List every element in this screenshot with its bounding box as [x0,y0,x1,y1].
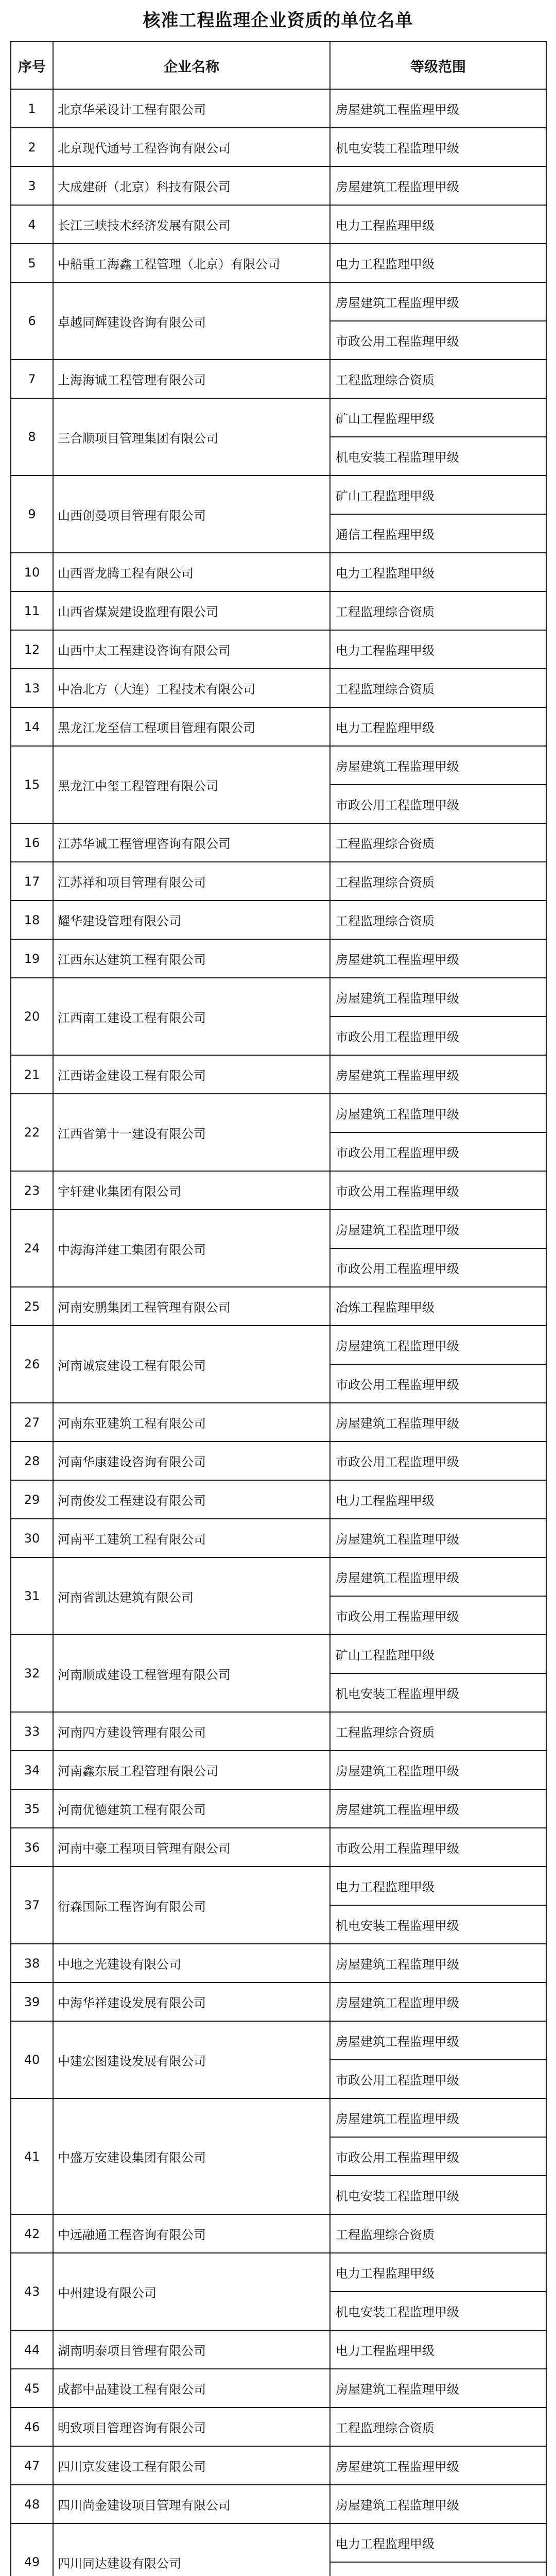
qualification-scope: 电力工程监理甲级 [330,2523,546,2562]
company-name: 中海海洋建工集团有限公司 [53,1210,330,1287]
qualification-scope: 房屋建筑工程监理甲级 [330,1982,546,2021]
row-number: 3 [11,166,53,205]
qualification-scope: 工程监理综合资质 [330,2408,546,2446]
table-row [11,398,546,437]
qualification-scope: 房屋建筑工程监理甲级 [330,978,546,1016]
qualification-scope: 通信工程监理甲级 [330,514,546,553]
company-name: 江西南工建设工程有限公司 [53,978,330,1055]
company-name: 山西中太工程建设咨询有限公司 [53,630,330,669]
qualification-scope: 房屋建筑工程监理甲级 [330,282,546,321]
row-number: 18 [11,901,53,939]
table-header-row [11,42,546,89]
table-row [11,2098,546,2137]
header-scope: 等级范围 [330,42,546,89]
qualification-scope: 市政公用工程监理甲级 [330,1016,546,1055]
row-number: 10 [11,553,53,591]
company-name: 江苏华诚工程管理咨询有限公司 [53,823,330,862]
row-number: 41 [11,2098,53,2214]
qualification-scope: 市政公用工程监理甲级 [330,2137,546,2176]
company-name: 河南俊发工程建设有限公司 [53,1480,330,1519]
row-number: 8 [11,398,53,476]
company-name: 四川京发建设工程有限公司 [53,2446,330,2485]
company-name: 上海海诚工程管理有限公司 [53,360,330,398]
row-number: 24 [11,1210,53,1287]
company-name: 中建宏图建设发展有限公司 [53,2021,330,2098]
table-row [11,1210,546,1248]
qualification-scope: 房屋建筑工程监理甲级 [330,166,546,205]
row-number: 16 [11,823,53,862]
table-row [11,2408,546,2446]
company-name: 北京现代通号工程咨询有限公司 [53,128,330,166]
row-number: 34 [11,1751,53,1789]
table-row [11,128,546,166]
qualification-scope: 房屋建筑工程监理甲级 [330,2369,546,2408]
qualification-scope: 电力工程监理甲级 [330,2330,546,2369]
company-name: 山西创曼项目管理有限公司 [53,476,330,553]
company-name: 河南东亚建筑工程有限公司 [53,1403,330,1442]
table-row [11,166,546,205]
company-name: 明致项目管理咨询有限公司 [53,2408,330,2446]
table-row [11,939,546,978]
company-name: 山西晋龙腾工程有限公司 [53,553,330,591]
table-row [11,591,546,630]
qualification-scope: 房屋建筑工程监理甲级 [330,1944,546,1982]
table-row [11,2330,546,2369]
table-row [11,862,546,901]
qualification-scope: 房屋建筑工程监理甲级 [330,1557,546,1596]
company-name: 黑龙江龙至信工程项目管理有限公司 [53,707,330,746]
qualification-scope: 电力工程监理甲级 [330,1867,546,1905]
company-name: 卓越同辉建设咨询有限公司 [53,282,330,360]
qualification-scope: 房屋建筑工程监理甲级 [330,1789,546,1828]
table-row [11,2253,546,2292]
qualification-scope: 工程监理综合资质 [330,901,546,939]
table-row [11,1519,546,1557]
table-row [11,630,546,669]
qualification-scope: 市政公用工程监理甲级 [330,1442,546,1480]
row-number: 13 [11,669,53,707]
table-row [11,2485,546,2523]
qualification-scope: 电力工程监理甲级 [330,1480,546,1519]
company-name: 耀华建设管理有限公司 [53,901,330,939]
row-number: 48 [11,2485,53,2523]
qualification-scope: 房屋建筑工程监理甲级 [330,746,546,785]
row-number: 38 [11,1944,53,1982]
company-name: 河南省凯达建筑有限公司 [53,1557,330,1635]
row-number: 21 [11,1055,53,1094]
table-row [11,1480,546,1519]
qualification-scope: 房屋建筑工程监理甲级 [330,1403,546,1442]
row-number: 36 [11,1828,53,1867]
table-row [11,1055,546,1094]
qualification-scope: 矿山工程监理甲级 [330,476,546,514]
table-row [11,1403,546,1442]
qualification-table [10,41,547,2576]
qualification-scope: 矿山工程监理甲级 [330,1635,546,1673]
qualification-scope: 机电安装工程监理甲级 [330,1905,546,1944]
qualification-scope: 市政公用工程监理甲级 [330,1171,546,1210]
qualification-scope: 房屋建筑工程监理甲级 [330,2021,546,2060]
row-number: 46 [11,2408,53,2446]
table-row [11,476,546,514]
qualification-scope: 工程监理综合资质 [330,591,546,630]
table-row [11,2021,546,2060]
table-row [11,746,546,785]
qualification-scope: 电力工程监理甲级 [330,205,546,244]
qualification-scope: 市政公用工程监理甲级 [330,1132,546,1171]
company-name: 衍森国际工程咨询有限公司 [53,1867,330,1944]
qualification-scope: 工程监理综合资质 [330,2214,546,2253]
row-number: 4 [11,205,53,244]
company-name: 湖南明泰项目管理有限公司 [53,2330,330,2369]
company-name: 河南优德建筑工程有限公司 [53,1789,330,1828]
header-no: 序号 [11,42,53,89]
qualification-scope: 房屋建筑工程监理甲级 [330,1519,546,1557]
company-name: 江苏祥和项目管理有限公司 [53,862,330,901]
company-name: 河南平工建筑工程有限公司 [53,1519,330,1557]
row-number: 42 [11,2214,53,2253]
table-row [11,1171,546,1210]
row-number: 22 [11,1094,53,1171]
company-name: 江西诺金建设工程有限公司 [53,1055,330,1094]
table-row [11,360,546,398]
table-row [11,1712,546,1751]
company-name: 中海华祥建设发展有限公司 [53,1982,330,2021]
table-row [11,1326,546,1364]
qualification-scope: 工程监理综合资质 [330,669,546,707]
qualification-scope: 电力工程监理甲级 [330,2253,546,2292]
company-name: 中船重工海鑫工程管理（北京）有限公司 [53,244,330,282]
qualification-scope: 机电安装工程监理甲级 [330,1673,546,1712]
qualification-scope: 冶炼工程监理甲级 [330,1287,546,1326]
qualification-scope: 矿山工程监理甲级 [330,398,546,437]
qualification-scope: 房屋建筑工程监理甲级 [330,939,546,978]
qualification-scope: 电力工程监理甲级 [330,707,546,746]
row-number: 7 [11,360,53,398]
row-number: 47 [11,2446,53,2485]
company-name: 中地之光建设有限公司 [53,1944,330,1982]
row-number: 19 [11,939,53,978]
qualification-scope: 房屋建筑工程监理甲级 [330,2485,546,2523]
table-row [11,2523,546,2562]
table-row [11,2369,546,2408]
row-number: 23 [11,1171,53,1210]
qualification-scope: 房屋建筑工程监理甲级 [330,1751,546,1789]
qualification-scope: 机电安装工程监理甲级 [330,2292,546,2330]
company-name: 河南安鹏集团工程管理有限公司 [53,1287,330,1326]
qualification-scope: 市政公用工程监理甲级 [330,785,546,823]
table-row [11,901,546,939]
row-number: 35 [11,1789,53,1828]
qualification-scope: 电力工程监理甲级 [330,630,546,669]
table-row [11,2214,546,2253]
row-number: 17 [11,862,53,901]
row-number: 43 [11,2253,53,2330]
company-name: 河南诚宸建设工程有限公司 [53,1326,330,1403]
table-row [11,553,546,591]
company-name: 山西省煤炭建设监理有限公司 [53,591,330,630]
company-name: 江西东达建筑工程有限公司 [53,939,330,978]
company-name: 河南华康建设咨询有限公司 [53,1442,330,1480]
row-number: 6 [11,282,53,360]
company-name: 河南鑫东辰工程管理有限公司 [53,1751,330,1789]
table-row [11,1557,546,1596]
row-number: 32 [11,1635,53,1712]
company-name: 成都中品建设工程有限公司 [53,2369,330,2408]
table-body [11,89,546,2576]
row-number: 26 [11,1326,53,1403]
qualification-scope: 机电安装工程监理甲级 [330,437,546,476]
qualification-scope: 市政公用工程监理甲级 [330,1364,546,1403]
table-row [11,1094,546,1132]
table-row [11,89,546,128]
row-number: 31 [11,1557,53,1635]
row-number: 44 [11,2330,53,2369]
company-name: 宇轩建业集团有限公司 [53,1171,330,1210]
row-number: 29 [11,1480,53,1519]
qualification-scope [330,2562,546,2576]
company-name: 四川同达建设有限公司 [53,2523,330,2576]
row-number: 9 [11,476,53,553]
qualification-scope: 电力工程监理甲级 [330,244,546,282]
header-name: 企业名称 [53,42,330,89]
row-number: 27 [11,1403,53,1442]
row-number: 11 [11,591,53,630]
table-row [11,1635,546,1673]
table-row [11,1828,546,1867]
qualification-scope: 房屋建筑工程监理甲级 [330,1326,546,1364]
qualification-scope: 市政公用工程监理甲级 [330,2060,546,2098]
row-number: 30 [11,1519,53,1557]
qualification-scope: 房屋建筑工程监理甲级 [330,89,546,128]
table-row [11,1867,546,1905]
table-row [11,1982,546,2021]
table-row [11,1287,546,1326]
row-number: 39 [11,1982,53,2021]
company-name: 中盛万安建设集团有限公司 [53,2098,330,2214]
row-number: 14 [11,707,53,746]
company-name: 河南顺成建设工程管理有限公司 [53,1635,330,1712]
table-row [11,707,546,746]
qualification-scope: 市政公用工程监理甲级 [330,1248,546,1287]
table-row [11,669,546,707]
table-row [11,823,546,862]
qualification-scope: 房屋建筑工程监理甲级 [330,2446,546,2485]
qualification-scope: 工程监理综合资质 [330,1712,546,1751]
document-title: 核准工程监理企业资质的单位名单 [143,10,413,31]
qualification-scope: 房屋建筑工程监理甲级 [330,1094,546,1132]
row-number: 33 [11,1712,53,1751]
row-number: 12 [11,630,53,669]
company-name: 长江三峡技术经济发展有限公司 [53,205,330,244]
company-name: 中远融通工程咨询有限公司 [53,2214,330,2253]
table-row [11,1789,546,1828]
table-row [11,244,546,282]
company-name: 河南四方建设管理有限公司 [53,1712,330,1751]
row-number: 25 [11,1287,53,1326]
qualification-scope: 电力工程监理甲级 [330,553,546,591]
row-number: 40 [11,2021,53,2098]
company-name: 河南中豪工程项目管理有限公司 [53,1828,330,1867]
table-row [11,282,546,321]
table-row [11,1944,546,1982]
company-name: 北京华采设计工程有限公司 [53,89,330,128]
qualification-scope: 机电安装工程监理甲级 [330,2176,546,2214]
company-name: 大成建研（北京）科技有限公司 [53,166,330,205]
qualification-scope: 工程监理综合资质 [330,360,546,398]
table-row [11,1442,546,1480]
table-row [11,205,546,244]
row-number: 49 [11,2523,53,2576]
row-number: 37 [11,1867,53,1944]
company-name: 四川尚金建设项目管理有限公司 [53,2485,330,2523]
company-name: 三合顺项目管理集团有限公司 [53,398,330,476]
row-number: 2 [11,128,53,166]
qualification-scope: 工程监理综合资质 [330,862,546,901]
company-name: 中冶北方（大连）工程技术有限公司 [53,669,330,707]
table-row [11,978,546,1016]
qualification-scope: 房屋建筑工程监理甲级 [330,1210,546,1248]
row-number: 20 [11,978,53,1055]
qualification-scope: 市政公用工程监理甲级 [330,1596,546,1635]
company-name: 中州建设有限公司 [53,2253,330,2330]
qualification-scope: 机电安装工程监理甲级 [330,128,546,166]
row-number: 15 [11,746,53,823]
company-name: 江西省第十一建设有限公司 [53,1094,330,1171]
qualification-scope: 工程监理综合资质 [330,823,546,862]
row-number: 5 [11,244,53,282]
row-number: 45 [11,2369,53,2408]
company-name: 黑龙江中玺工程管理有限公司 [53,746,330,823]
row-number: 1 [11,89,53,128]
table-row [11,2446,546,2485]
row-number: 28 [11,1442,53,1480]
qualification-scope: 市政公用工程监理甲级 [330,1828,546,1867]
qualification-scope: 房屋建筑工程监理甲级 [330,2098,546,2137]
qualification-scope: 房屋建筑工程监理甲级 [330,1055,546,1094]
table-row [11,1751,546,1789]
qualification-scope: 市政公用工程监理甲级 [330,321,546,360]
